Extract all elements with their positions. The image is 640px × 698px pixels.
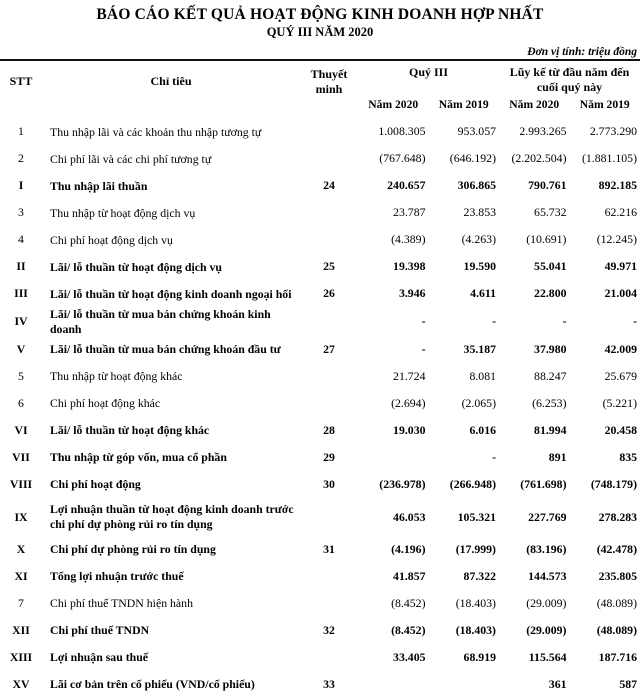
row-cumulative-2019: 62.216 — [570, 199, 640, 226]
row-cumulative-2019: 25.679 — [570, 363, 640, 390]
row-stt: 5 — [0, 363, 42, 390]
row-cumulative-2019: (1.881.105) — [570, 145, 640, 172]
column-header-stt: STT — [0, 61, 42, 115]
row-cumulative-2020: 361 — [499, 671, 570, 698]
row-cumulative-2019: (5.221) — [570, 390, 640, 417]
row-quarter-2019: 19.590 — [429, 253, 500, 280]
row-quarter-2020: 46.053 — [358, 498, 429, 536]
row-note — [300, 498, 358, 536]
table-row — [0, 471, 640, 498]
table-header — [0, 61, 640, 118]
row-stt: III — [0, 280, 42, 307]
row-quarter-2020: 23.787 — [358, 199, 429, 226]
row-cumulative-2020: - — [499, 307, 570, 336]
row-stt: II — [0, 253, 42, 280]
table-row — [0, 617, 640, 644]
row-cumulative-2020: (29.009) — [499, 590, 570, 617]
row-stt: 3 — [0, 199, 42, 226]
row-quarter-2020: 41.857 — [358, 563, 429, 590]
row-quarter-2019: (266.948) — [429, 471, 500, 498]
row-quarter-2019: 4.611 — [429, 280, 500, 307]
column-header-cumulative-2019: Năm 2019 — [570, 96, 640, 115]
row-label: Thu nhập từ hoạt động khác — [42, 363, 300, 390]
row-stt: VII — [0, 444, 42, 471]
row-cumulative-2019: 42.009 — [570, 336, 640, 363]
row-note — [300, 199, 358, 226]
table-row — [0, 644, 640, 671]
row-quarter-2020: 240.657 — [358, 172, 429, 199]
row-cumulative-2019: 278.283 — [570, 498, 640, 536]
row-label: Lợi nhuận sau thuế — [42, 644, 300, 671]
row-label: Thu nhập từ hoạt động dịch vụ — [42, 199, 300, 226]
row-cumulative-2020: (83.196) — [499, 536, 570, 563]
row-cumulative-2019: 235.805 — [570, 563, 640, 590]
row-quarter-2019: 23.853 — [429, 199, 500, 226]
row-note: 31 — [300, 536, 358, 563]
row-stt: XI — [0, 563, 42, 590]
table-row — [0, 417, 640, 444]
row-quarter-2020: 19.030 — [358, 417, 429, 444]
column-group-cumulative — [499, 61, 640, 96]
column-header-quarter-2020: Năm 2020 — [358, 96, 429, 115]
row-label: Tổng lợi nhuận trước thuế — [42, 563, 300, 590]
row-label: Chi phí hoạt động — [42, 471, 300, 498]
page-subtitle: QUÝ III NĂM 2020 — [0, 25, 640, 40]
column-header-note-line1: Thuyết — [311, 67, 348, 81]
table-row — [0, 363, 640, 390]
row-stt: XV — [0, 671, 42, 698]
table-row — [0, 444, 640, 471]
row-stt: V — [0, 336, 42, 363]
row-cumulative-2019: 2.773.290 — [570, 118, 640, 145]
row-note: 32 — [300, 617, 358, 644]
row-quarter-2019: 87.322 — [429, 563, 500, 590]
row-cumulative-2019: 21.004 — [570, 280, 640, 307]
row-quarter-2019 — [429, 671, 500, 698]
table-row — [0, 280, 640, 307]
row-label: Chi phí lãi và các chi phí tương tự — [42, 145, 300, 172]
row-cumulative-2019: 187.716 — [570, 644, 640, 671]
row-note: 27 — [300, 336, 358, 363]
row-cumulative-2019: 587 — [570, 671, 640, 698]
row-label: Thu nhập lãi và các khoản thu nhập tương tự — [42, 118, 300, 145]
row-quarter-2019: 8.081 — [429, 363, 500, 390]
row-quarter-2020 — [358, 671, 429, 698]
column-header-note — [300, 61, 358, 115]
row-note — [300, 590, 358, 617]
column-group-cumulative-line1: Lũy kế từ đầu năm đến — [510, 65, 630, 79]
row-quarter-2020: 1.008.305 — [358, 118, 429, 145]
row-cumulative-2020: 55.041 — [499, 253, 570, 280]
row-quarter-2019: (646.192) — [429, 145, 500, 172]
row-stt: 4 — [0, 226, 42, 253]
row-cumulative-2020: 65.732 — [499, 199, 570, 226]
column-group-quarter: Quý III — [358, 61, 499, 96]
row-quarter-2019: 306.865 — [429, 172, 500, 199]
row-quarter-2020: - — [358, 336, 429, 363]
row-quarter-2020: (2.694) — [358, 390, 429, 417]
row-quarter-2020: 33.405 — [358, 644, 429, 671]
row-quarter-2020: 19.398 — [358, 253, 429, 280]
row-label: Lợi nhuận thuần từ hoạt động kinh doanh trước chi phí dự phòng rủi ro tín dụng — [42, 498, 300, 536]
row-stt: 6 — [0, 390, 42, 417]
column-header-cumulative-2020: Năm 2020 — [499, 96, 570, 115]
row-note — [300, 226, 358, 253]
table-row — [0, 199, 640, 226]
row-stt: XII — [0, 617, 42, 644]
table-row — [0, 336, 640, 363]
row-label: Chi phí hoạt động dịch vụ — [42, 226, 300, 253]
row-note — [300, 390, 358, 417]
row-stt: X — [0, 536, 42, 563]
row-cumulative-2019: (12.245) — [570, 226, 640, 253]
row-stt: VIII — [0, 471, 42, 498]
unit-note: Đơn vị tính: triệu đồng — [0, 46, 640, 59]
row-cumulative-2020: 144.573 — [499, 563, 570, 590]
table-row — [0, 307, 640, 336]
row-label: Chi phí dự phòng rủi ro tín dụng — [42, 536, 300, 563]
row-cumulative-2019: (48.089) — [570, 590, 640, 617]
row-note: 26 — [300, 280, 358, 307]
row-label: Lãi/ lỗ thuần từ mua bán chứng khoán đầu tư — [42, 336, 300, 363]
table-row — [0, 253, 640, 280]
table-row — [0, 536, 640, 563]
row-quarter-2019: 35.187 — [429, 336, 500, 363]
row-quarter-2019: (18.403) — [429, 617, 500, 644]
table-row — [0, 226, 640, 253]
table-row — [0, 498, 640, 536]
row-stt: 2 — [0, 145, 42, 172]
row-label: Lãi/ lỗ thuần từ hoạt động khác — [42, 417, 300, 444]
row-quarter-2019: - — [429, 307, 500, 336]
row-stt: I — [0, 172, 42, 199]
row-label: Lãi cơ bản trên cổ phiếu (VND/cổ phiếu) — [42, 671, 300, 698]
row-label: Thu nhập lãi thuần — [42, 172, 300, 199]
row-quarter-2020: (236.978) — [358, 471, 429, 498]
row-note: 25 — [300, 253, 358, 280]
column-header-quarter-2019: Năm 2019 — [429, 96, 500, 115]
row-quarter-2020: 21.724 — [358, 363, 429, 390]
row-note: 28 — [300, 417, 358, 444]
table-row — [0, 590, 640, 617]
page-title: BÁO CÁO KẾT QUẢ HOẠT ĐỘNG KINH DOANH HỢP NHẤT — [0, 6, 640, 24]
table-row — [0, 118, 640, 145]
row-label: Chi phí thuế TNDN — [42, 617, 300, 644]
row-cumulative-2020: 891 — [499, 444, 570, 471]
row-note: 33 — [300, 671, 358, 698]
income-statement-table — [0, 61, 640, 698]
row-cumulative-2019: - — [570, 307, 640, 336]
column-header-label: Chỉ tiêu — [42, 61, 300, 115]
row-cumulative-2019: 49.971 — [570, 253, 640, 280]
title-block — [0, 0, 640, 40]
row-note — [300, 644, 358, 671]
row-label: Lãi/ lỗ thuần từ mua bán chứng khoán kinh doanh — [42, 307, 300, 336]
row-cumulative-2020: 37.980 — [499, 336, 570, 363]
row-stt: 1 — [0, 118, 42, 145]
row-label: Thu nhập từ góp vốn, mua cổ phần — [42, 444, 300, 471]
table-row — [0, 563, 640, 590]
row-quarter-2020: (767.648) — [358, 145, 429, 172]
table-row — [0, 671, 640, 698]
table-row — [0, 145, 640, 172]
row-cumulative-2020: 2.993.265 — [499, 118, 570, 145]
row-label: Chi phí thuế TNDN hiện hành — [42, 590, 300, 617]
row-quarter-2019: (17.999) — [429, 536, 500, 563]
row-cumulative-2020: (10.691) — [499, 226, 570, 253]
row-cumulative-2020: 81.994 — [499, 417, 570, 444]
row-cumulative-2020: (761.698) — [499, 471, 570, 498]
row-note — [300, 307, 358, 336]
row-cumulative-2019: 892.185 — [570, 172, 640, 199]
row-stt: VI — [0, 417, 42, 444]
row-quarter-2020 — [358, 444, 429, 471]
row-quarter-2020: (4.389) — [358, 226, 429, 253]
row-cumulative-2019: 20.458 — [570, 417, 640, 444]
row-cumulative-2019: (42.478) — [570, 536, 640, 563]
row-cumulative-2019: (748.179) — [570, 471, 640, 498]
row-quarter-2019: 6.016 — [429, 417, 500, 444]
row-quarter-2019: 68.919 — [429, 644, 500, 671]
table-row — [0, 172, 640, 199]
row-note: 29 — [300, 444, 358, 471]
row-label: Lãi/ lỗ thuần từ hoạt động dịch vụ — [42, 253, 300, 280]
row-quarter-2019: (18.403) — [429, 590, 500, 617]
row-cumulative-2020: 790.761 — [499, 172, 570, 199]
row-stt: 7 — [0, 590, 42, 617]
row-cumulative-2020: 115.564 — [499, 644, 570, 671]
row-label: Lãi/ lỗ thuần từ hoạt động kinh doanh ngoại hối — [42, 280, 300, 307]
row-cumulative-2019: 835 — [570, 444, 640, 471]
row-note: 24 — [300, 172, 358, 199]
row-stt: XIII — [0, 644, 42, 671]
row-quarter-2020: 3.946 — [358, 280, 429, 307]
row-note: 30 — [300, 471, 358, 498]
row-quarter-2019: - — [429, 444, 500, 471]
row-stt: IX — [0, 498, 42, 536]
row-cumulative-2020: (6.253) — [499, 390, 570, 417]
row-quarter-2019: (2.065) — [429, 390, 500, 417]
row-stt: IV — [0, 307, 42, 336]
row-quarter-2019: (4.263) — [429, 226, 500, 253]
table-body — [0, 118, 640, 698]
row-cumulative-2020: 227.769 — [499, 498, 570, 536]
row-label: Chi phí hoạt động khác — [42, 390, 300, 417]
row-cumulative-2020: 88.247 — [499, 363, 570, 390]
row-note — [300, 145, 358, 172]
row-note — [300, 118, 358, 145]
row-quarter-2019: 953.057 — [429, 118, 500, 145]
row-quarter-2019: 105.321 — [429, 498, 500, 536]
row-note — [300, 363, 358, 390]
row-quarter-2020: (4.196) — [358, 536, 429, 563]
column-group-cumulative-line2: cuối quý này — [537, 80, 602, 94]
row-quarter-2020: - — [358, 307, 429, 336]
row-note — [300, 563, 358, 590]
column-header-note-line2: minh — [316, 82, 343, 96]
row-cumulative-2020: 22.800 — [499, 280, 570, 307]
row-cumulative-2019: (48.089) — [570, 617, 640, 644]
row-quarter-2020: (8.452) — [358, 590, 429, 617]
row-cumulative-2020: (2.202.504) — [499, 145, 570, 172]
table-row — [0, 390, 640, 417]
row-quarter-2020: (8.452) — [358, 617, 429, 644]
row-cumulative-2020: (29.009) — [499, 617, 570, 644]
